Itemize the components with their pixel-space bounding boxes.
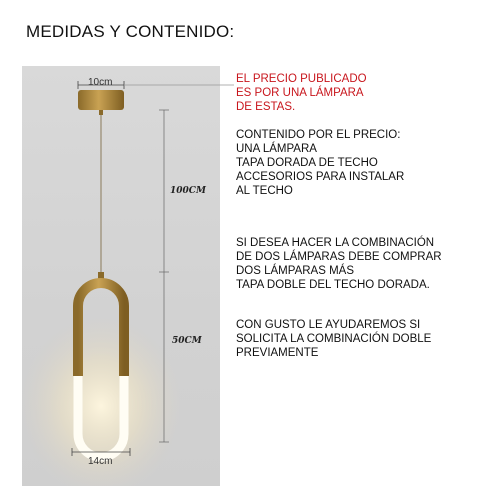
ceiling-canopy [78, 90, 124, 110]
top-width-label: 10cm [88, 77, 113, 88]
price-note-line: ES POR UNA LÁMPARA [236, 87, 364, 99]
lamp-illustration [22, 66, 220, 486]
contents-line: CONTENIDO POR EL PRECIO: [236, 129, 401, 141]
combination-note [236, 236, 471, 292]
combination-line: TAPA DOBLE DEL TECHO DORADA. [236, 279, 430, 291]
contents-list [236, 128, 471, 198]
lamp-photo [22, 66, 220, 486]
help-line: SOLICITA LA COMBINACIÓN DOBLE [236, 333, 432, 345]
bottom-width-label: 14cm [88, 456, 113, 467]
contents-line: ACCESORIOS PARA INSTALAR [236, 171, 405, 183]
contents-line: UNA LÁMPARA [236, 143, 317, 155]
pointer-line [124, 82, 236, 88]
page-title: MEDIDAS Y CONTENIDO: [26, 22, 235, 41]
combination-line: DE DOS LÁMPARAS DEBE COMPRAR [236, 251, 442, 263]
price-note-line: DE ESTAS. [236, 101, 296, 113]
combination-line: SI DESEA HACER LA COMBINACIÓN [236, 237, 435, 249]
contents-line: AL TECHO [236, 185, 293, 197]
help-line: PREVIAMENTE [236, 347, 319, 359]
help-note [236, 318, 471, 360]
help-line: CON GUSTO LE AYUDAREMOS SI [236, 319, 421, 331]
combination-line: DOS LÁMPARAS MÁS [236, 265, 355, 277]
price-note-line: EL PRECIO PUBLICADO [236, 73, 367, 85]
contents-line: TAPA DORADA DE TECHO [236, 157, 378, 169]
price-note [236, 72, 471, 114]
cable-length-label: 100CM [170, 186, 206, 196]
lamp-height-label: 50CM [172, 336, 202, 346]
